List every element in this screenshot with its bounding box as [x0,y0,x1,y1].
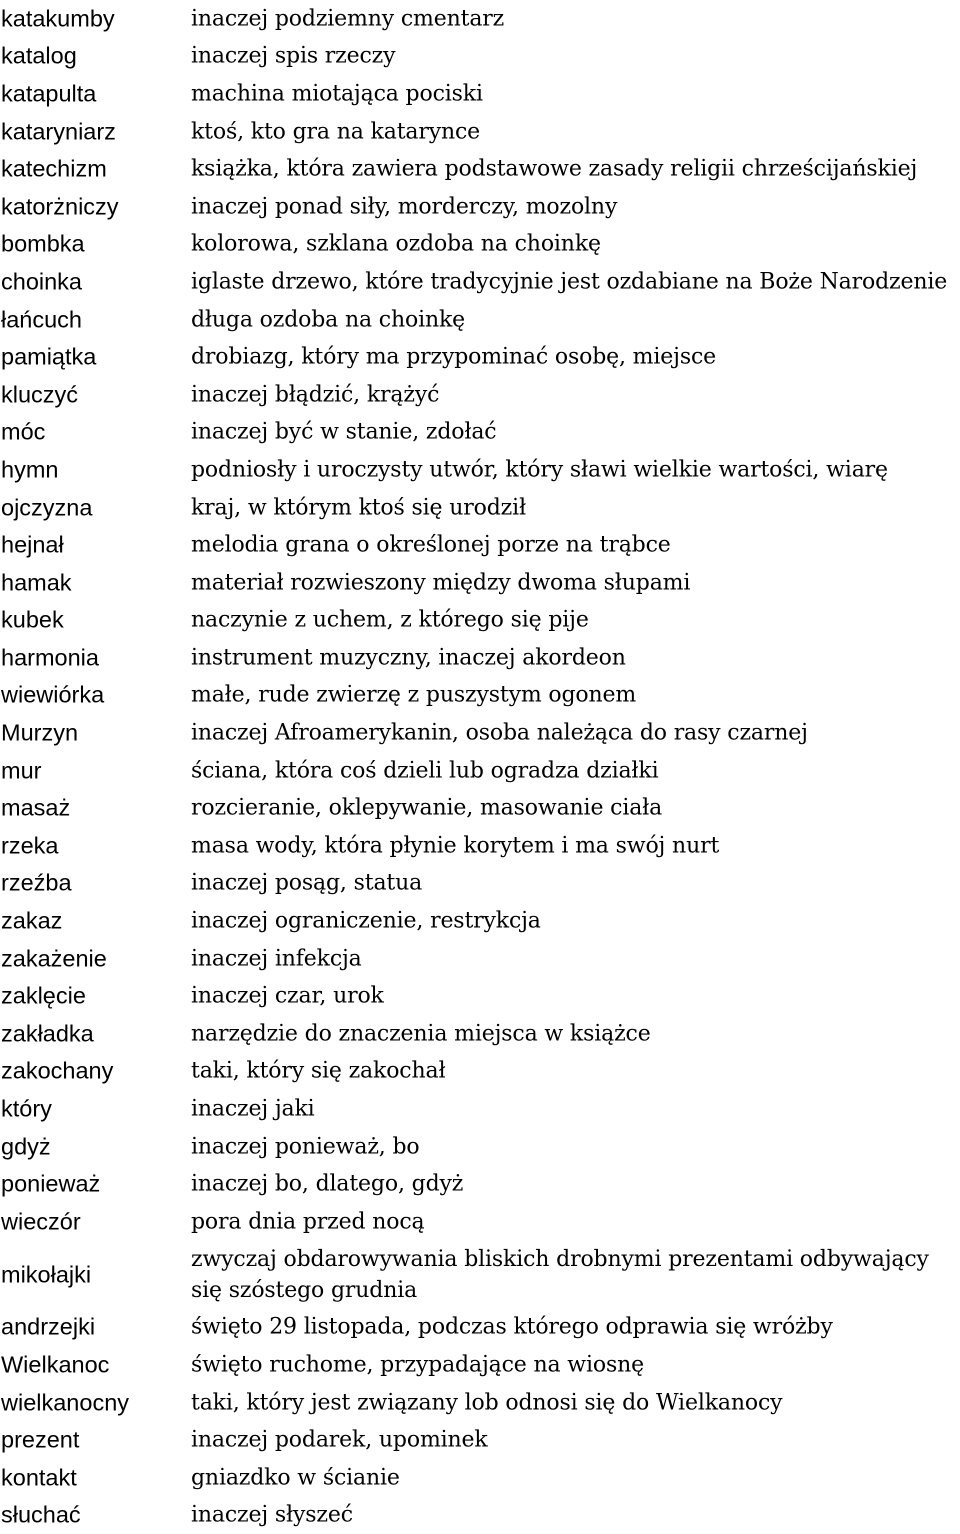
entry-definition: inaczej ponad siły, morderczy, mozolny [191,194,618,220]
entry-term: harmonia [1,644,99,671]
entry-definition: inaczej Afroamerykanin, osoba należąca do rasy czarnej [191,720,808,746]
glossary-entry [0,752,960,790]
entry-term: móc [1,418,46,445]
glossary-entry [0,564,960,602]
glossary-entry [0,1053,960,1091]
entry-definition: inaczej być w stanie, zdołać [191,419,497,445]
entry-term: kluczyć [1,381,79,408]
glossary-entry [0,489,960,527]
entry-definition: inaczej słyszeć [191,1502,353,1528]
glossary-entry [0,113,960,151]
glossary-entry [0,414,960,452]
entry-definition: pora dnia przed nocą [191,1209,425,1235]
entry-definition: święto 29 listopada, podczas którego odprawia się wróżby [191,1314,833,1340]
entry-term: choinka [1,268,82,295]
glossary-entry [0,526,960,564]
entry-term: katalog [1,42,77,69]
entry-term: zakładka [1,1020,94,1047]
entry-definition: długa ozdoba na choinkę [191,307,466,333]
entry-definition: masa wody, która płynie korytem i ma swój nurt [191,833,720,859]
glossary-entry [0,226,960,264]
entry-term: słuchać [1,1501,81,1528]
glossary-entry [0,940,960,978]
glossary-entry [0,639,960,677]
glossary-entry [0,38,960,76]
entry-term: wielkanocny [1,1389,130,1416]
entry-term: zakochany [1,1057,114,1084]
entry-definition: naczynie z uchem, z którego się pije [191,607,589,633]
entry-term: wiewiórka [1,681,105,708]
entry-term: hamak [1,569,72,596]
entry-definition: iglaste drzewo, które tradycyjnie jest ozdabiane na Boże Narodzenie [191,269,948,295]
glossary-entry [0,1165,960,1203]
entry-term: bombka [1,230,85,257]
entry-definition: inaczej jaki [191,1096,315,1122]
entry-definition: inaczej infekcja [191,946,362,972]
glossary-entry [0,1128,960,1166]
glossary-entry [0,1421,960,1459]
entry-definition: ktoś, kto gra na katarynce [191,119,481,145]
entry-definition: inaczej posąg, statua [191,870,423,896]
glossary-entry [0,188,960,226]
entry-term: zakaz [1,907,63,934]
entry-term: kataryniarz [1,118,116,145]
entry-term: łańcuch [1,306,82,333]
entry-term: który [1,1095,52,1122]
entry-definition: inaczej podarek, upominek [191,1427,488,1453]
entry-term: katorżniczy [1,193,119,220]
glossary-entry [0,1497,960,1534]
glossary-entry [0,1309,960,1347]
entry-definition: materiał rozwieszony między dwoma słupami [191,570,691,596]
glossary-entry [0,75,960,113]
entry-definition: inaczej czar, urok [191,983,384,1009]
entry-term: kubek [1,606,64,633]
entry-term: gdyż [1,1133,51,1160]
entry-definition: zwyczaj obdarowywania bliskich drobnymi prezentami odbywający się szóstego grudnia [191,1246,929,1303]
entry-definition: książka, która zawiera podstawowe zasady religii chrześcijańskiej [191,156,918,182]
entry-definition: taki, który jest związany lob odnosi się do Wielkanocy [191,1390,783,1416]
entry-definition: inaczej ponieważ, bo [191,1134,420,1160]
glossary-entry [0,263,960,301]
glossary-entry [0,714,960,752]
glossary-entry [0,977,960,1015]
entry-term: kontakt [1,1464,77,1491]
entry-term: hymn [1,456,59,483]
entry-definition: melodia grana o określonej porze na trąbce [191,532,671,558]
entry-definition: inaczej podziemny cmentarz [191,6,505,32]
glossary-entry [0,1241,960,1309]
glossary-entry [0,602,960,640]
glossary-entry [0,150,960,188]
entry-term: mur [1,757,42,784]
entry-definition: kraj, w którym ktoś się urodził [191,495,526,521]
entry-definition: instrument muzyczny, inaczej akordeon [191,645,626,671]
entry-definition: kolorowa, szklana ozdoba na choinkę [191,231,601,257]
entry-term: hejnał [1,531,64,558]
glossary-entry [0,1015,960,1053]
glossary-entry [0,865,960,903]
glossary-entry [0,0,960,38]
entry-definition: święto ruchome, przypadające na wiosnę [191,1352,645,1378]
entry-term: wieczór [1,1208,81,1235]
glossary-entry [0,1459,960,1497]
entry-definition: gniazdko w ścianie [191,1465,400,1491]
entry-term: katechizm [1,155,107,182]
entry-term: masaż [1,794,71,821]
entry-definition: inaczej ograniczenie, restrykcja [191,908,541,934]
entry-term: ojczyzna [1,494,93,521]
glossary-entry [0,1346,960,1384]
glossary-entry [0,789,960,827]
glossary-entry [0,376,960,414]
glossary-entry [0,451,960,489]
entry-definition: podniosły i uroczysty utwór, który sławi wielkie wartości, wiarę [191,457,888,483]
glossary-entry [0,677,960,715]
entry-definition: rozcieranie, oklepywanie, masowanie ciała [191,795,663,821]
entry-term: zaklęcie [1,982,86,1009]
glossary-entry [0,301,960,339]
entry-definition: ściana, która coś dzieli lub ogradza działki [191,758,659,784]
entry-term: rzeźba [1,869,72,896]
entry-term: zakażenie [1,945,107,972]
entry-term: pamiątka [1,343,97,370]
entry-definition: narzędzie do znaczenia miejsca w książce [191,1021,651,1047]
entry-term: andrzejki [1,1313,96,1340]
entry-definition: drobiazg, który ma przypominać osobę, miejsce [191,344,716,370]
glossary-entry [0,827,960,865]
entry-definition: małe, rude zwierzę z puszystym ogonem [191,682,637,708]
glossary-entry [0,1203,960,1241]
glossary-entry [0,338,960,376]
entry-term: Wielkanoc [1,1351,110,1378]
glossary-entry [0,1384,960,1422]
entry-definition: taki, który się zakochał [191,1058,446,1084]
entry-definition: inaczej spis rzeczy [191,43,396,69]
entry-term: prezent [1,1426,80,1453]
entry-definition: inaczej bo, dlatego, gdyż [191,1171,464,1197]
entry-definition: machina miotająca pociski [191,81,483,107]
entry-term: Murzyn [1,719,79,746]
glossary-entry [0,1090,960,1128]
entry-definition: inaczej błądzić, krążyć [191,382,440,408]
entry-term: rzeka [1,832,59,859]
entry-term: ponieważ [1,1170,101,1197]
entry-term: mikołajki [1,1261,92,1288]
glossary-entry [0,902,960,940]
entry-term: katapulta [1,80,97,107]
entry-term: katakumby [1,5,115,32]
